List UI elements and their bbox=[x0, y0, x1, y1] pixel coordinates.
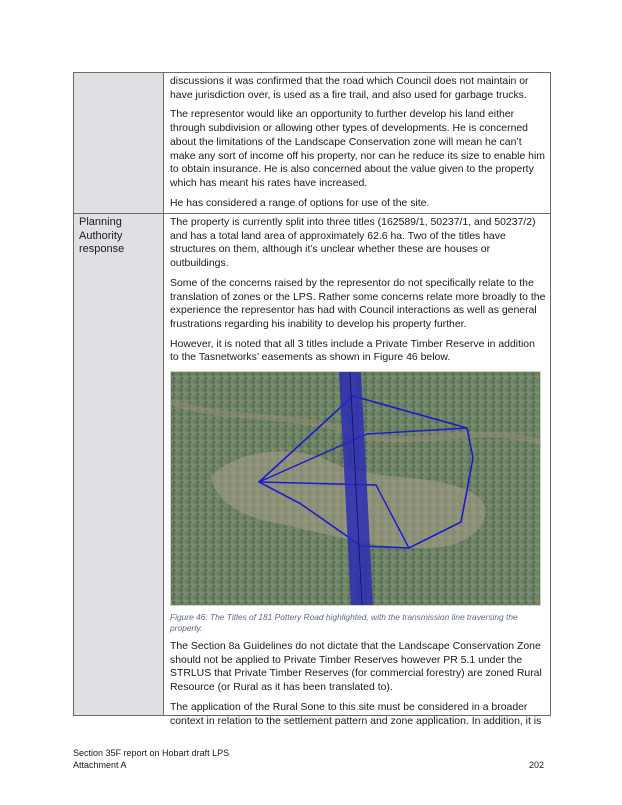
row1-content bbox=[170, 75, 546, 216]
row2-paragraph-4: The Section 8a Guidelines do not dictate that the Landscape Conservation Zone should not be applied to Private Timber Reserves however PR 5.1 under the STRLUS that Private Timber Reserves (for commercial forestry) are zoned Rural Resource (or Rural as it has been translated to). bbox=[170, 641, 542, 694]
report-table bbox=[73, 72, 551, 727]
footer-left bbox=[73, 748, 229, 771]
footer-attachment: Attachment A bbox=[73, 759, 127, 770]
footer-report-title: Section 35F report on Hobart draft LPS bbox=[73, 748, 230, 758]
row2-label: Planning Authority response bbox=[79, 216, 125, 256]
row2-content bbox=[170, 216, 546, 734]
row2-paragraph-3: However, it is noted that all 3 titles include a Private Timber Reserve in addition to the Tasnetworks’ easements as shown in Figure 46 below. bbox=[170, 338, 535, 364]
figure-caption: Figure 46: The Titles of 181 Pottery Road highlighted, with the transmission line traversing the property. bbox=[170, 612, 518, 634]
row2-paragraph-5: The application of the Rural Sone to this site must be considered in a broader context in relation to the settlement pattern and zone application. In addition, it is bbox=[170, 701, 542, 727]
row1-paragraph-1: discussions it was confirmed that the road which Council does not maintain or have jurisdiction over, is used as a fire trail, and also used for garbage trucks. bbox=[170, 76, 529, 101]
row2-paragraph-1: The property is currently split into three titles (162589/1, 50237/1, and 50237/2) and has a total land area of approximately 62.6 ha. Two of the titles have structures on them, although it’s unclear whether these are houses or outbuildings. bbox=[170, 217, 536, 270]
row1-paragraph-3: He has considered a range of options for use of the site. bbox=[170, 197, 430, 209]
aerial-map-figure bbox=[170, 371, 541, 606]
page-number: 202 bbox=[529, 760, 545, 770]
row1-paragraph-2: The representor would like an opportunity to further develop his land either through subdivision or allowing other types of developments. He is concerned about the limitations of the Landscape Conservation zone will mean he can’t make any sort of income off his property, nor can he reduce its size to enable him to obtain insurance. He is also concerned about the value given to the property which has meant his rates have increased. bbox=[170, 109, 545, 189]
label-column bbox=[74, 73, 164, 715]
row2-paragraph-2: Some of the concerns raised by the representor do not specifically relate to the translation of zones or the LPS. Rather some concerns relate more broadly to the experience the representor has had with Council interactions as well as general frustrations regarding his inability to develop his property further. bbox=[170, 277, 546, 330]
